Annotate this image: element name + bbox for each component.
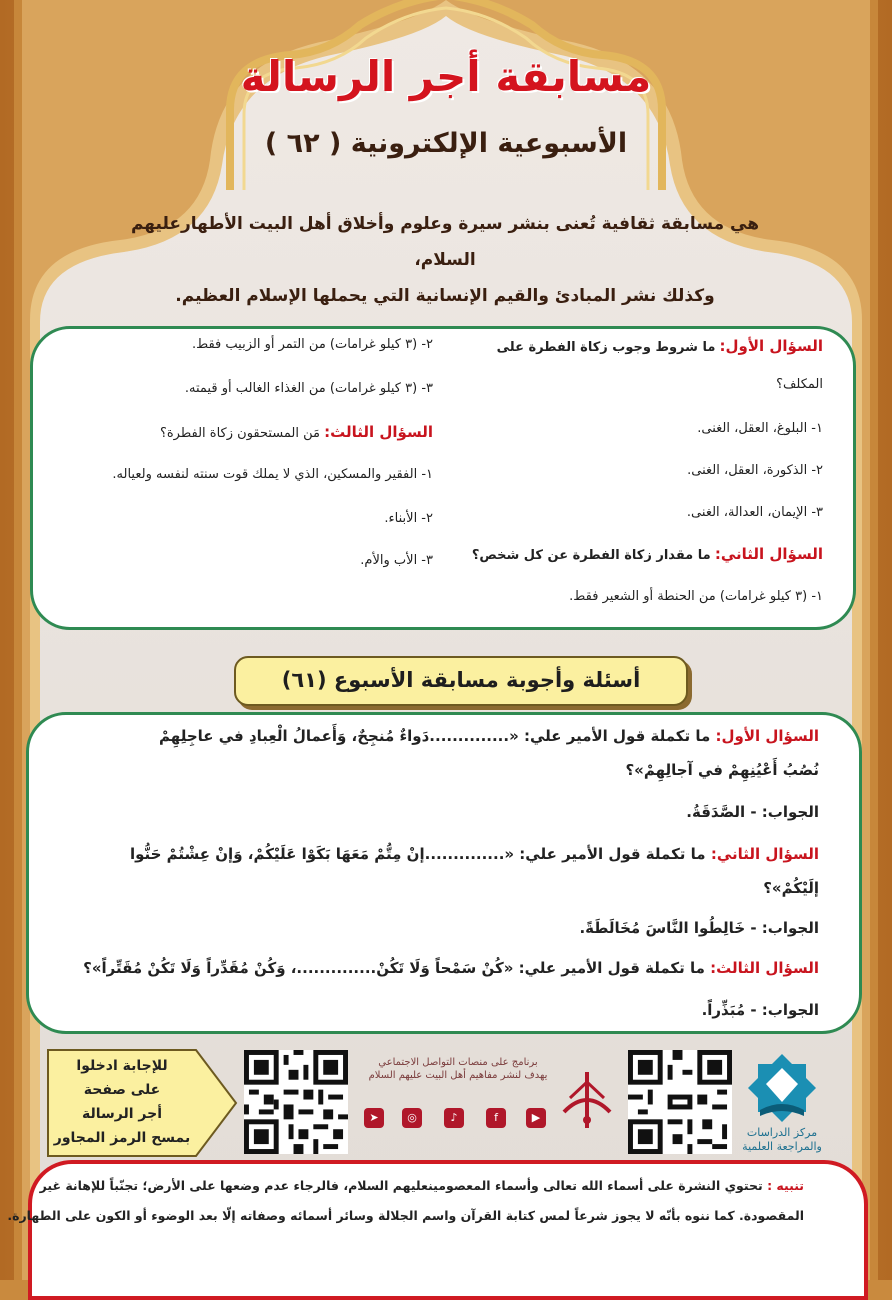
- question-text-cont: المكلف؟: [776, 377, 823, 392]
- left-column: [73, 337, 433, 627]
- intro-line: هي مسابقة ثقافية تُعنى بنشر سيرة وعلوم وأخلاق أهل البيت الأطهارعليهم السلام،: [130, 214, 760, 270]
- answer-option: ٢- الأبناء.: [384, 511, 433, 526]
- notice-box: [7, 1160, 868, 1300]
- previous-week-banner: أسئلة وأجوبة مسابقة الأسبوع (٦١): [234, 656, 688, 706]
- notice-line: [39, 1178, 804, 1193]
- question-text: ما تكملة قول الأمير علي: «كُنْ سَمْحاً وَلَا تَكُنْ..............، وَكُنْ مُقَدِّراً وَلَا تَكُنْ مُقَتِّراً»؟: [83, 959, 705, 977]
- cta-line: بمسح الرمز المجاور: [53, 1130, 191, 1146]
- cta-text: [48, 1054, 196, 1150]
- answer-text: الجواب: - مُبَذِّراً.: [701, 1001, 819, 1019]
- question-label: السؤال الثالث:: [710, 959, 819, 977]
- answer-option: ٣- (٣ كيلو غرامات) من الغذاء الغالب أو قيمته.: [184, 381, 433, 396]
- question-text: ما تكملة قول الأمير علي: «..............إنْ مِتُّمْ مَعَهَا بَكَوْا عَلَيْكُمْ، وَإنْ عِشْتُمْ حَنُّوا: [129, 845, 706, 863]
- instagram-icon[interactable]: ◎: [402, 1108, 422, 1128]
- cta-line: للإجابة ادخلوا: [76, 1058, 168, 1074]
- answer-option: ٢- الذكورة، العقل، الغنى.: [687, 463, 823, 478]
- answer-text: الجواب: - الصَّدَقَةُ.: [686, 803, 819, 821]
- question-label: السؤال الأول:: [715, 727, 819, 745]
- telegram-icon[interactable]: ➤: [364, 1108, 384, 1128]
- qr-code-icon[interactable]: [628, 1050, 732, 1154]
- cta-line: أجر الرسالة: [81, 1106, 162, 1122]
- intro-text: [120, 206, 770, 314]
- notice-label: تنبيه :: [767, 1178, 804, 1193]
- question-text-cont: إلَيْكُمْ»؟: [763, 879, 819, 897]
- question-label: السؤال الثالث:: [324, 423, 433, 441]
- page-title: مسابقة أجر الرسالة: [240, 52, 652, 101]
- center-line: والمراجعة العلمية: [742, 1140, 822, 1153]
- question-2: [472, 545, 823, 563]
- question-text-cont: نُصُبُ أَعْيُنِهِمْ في آجالِهِمْ»؟: [625, 761, 819, 779]
- notice-text: تحتوي النشرة على أسماء الله تعالى وأسماء المعصومينعليهم السلام، فالرجاء عدم وضعها على الأرض؛ تجنّباً للإهانة غير: [39, 1178, 763, 1193]
- answer-option: ٣- الإيمان، العدالة، الغنى.: [686, 505, 823, 520]
- prev-question-1: [69, 727, 819, 745]
- answer-option: ٢- (٣ كيلو غرامات) من التمر أو الزبيب فقط.: [192, 337, 433, 352]
- answer-option: ٣- الأب والأم.: [360, 553, 433, 568]
- social-line: برنامج على منصات التواصل الاجتماعي: [378, 1057, 538, 1068]
- page-subtitle: الأسبوعية الإلكترونية ( ٦٢ ): [264, 128, 628, 159]
- question-3: [160, 423, 433, 441]
- tiktok-icon[interactable]: ♪: [444, 1108, 464, 1128]
- research-center-logo-icon: [740, 1050, 824, 1126]
- question-text: ما شروط وجوب زكاة الفطرة على: [496, 340, 716, 355]
- center-line: مركز الدراسات: [746, 1126, 818, 1139]
- social-description: [352, 1056, 564, 1082]
- youtube-icon[interactable]: ▶: [526, 1108, 546, 1128]
- question-1: [497, 337, 823, 355]
- current-questions-box: [30, 326, 856, 630]
- research-center-name: [736, 1126, 828, 1154]
- cta-line: على صفحة: [83, 1082, 161, 1098]
- question-text: ما مقدار زكاة الفطرة عن كل شخص؟: [471, 548, 711, 563]
- intro-line: وكذلك نشر المبادئ والقيم الإنسانية التي يحملها الإسلام العظيم.: [175, 286, 715, 306]
- answer-option: ١- (٣ كيلو غرامات) من الحنطة أو الشعير فقط.: [569, 589, 823, 604]
- question-label: السؤال الثاني:: [714, 545, 823, 563]
- facebook-icon[interactable]: f: [486, 1108, 506, 1128]
- answer-option: ١- البلوغ، العقل، الغنى.: [697, 421, 823, 436]
- question-text: ما تكملة قول الأمير علي: «..............دَواءٌ مُنجِحٌ، وَأَعمالُ الْعِبادِ في عاجِلِهِمْ: [159, 727, 711, 745]
- prev-question-2: [69, 845, 819, 863]
- previous-answers-box: [26, 712, 862, 1034]
- qr-code-icon[interactable]: [244, 1050, 348, 1154]
- answer-text: الجواب: - خَالِطُوا النَّاسَ مُخَالَطَةً.: [579, 919, 819, 937]
- prev-question-3: [69, 959, 819, 977]
- question-label: السؤال الثاني:: [710, 845, 819, 863]
- right-column: [443, 337, 823, 627]
- question-text: مَن المستحقون زكاة الفطرة؟: [159, 426, 320, 441]
- question-label: السؤال الأول:: [719, 337, 823, 355]
- ajr-alrisala-logo-icon: [556, 1068, 618, 1134]
- answer-option: ١- الفقير والمسكين، الذي لا يملك قوت سنته لنفسه ولعياله.: [112, 467, 433, 482]
- notice-line: المقصودة. كما ننوه بأنّه لا يجوز شرعاً لمس كتابة القرآن واسم الجلالة وسائر أسمائه وصفاته إلّا بعد الوضوء أو الكون على الطهارة.: [7, 1208, 804, 1223]
- social-line: يهدف لنشر مفاهيم أهل البيت عليهم السلام: [368, 1070, 548, 1081]
